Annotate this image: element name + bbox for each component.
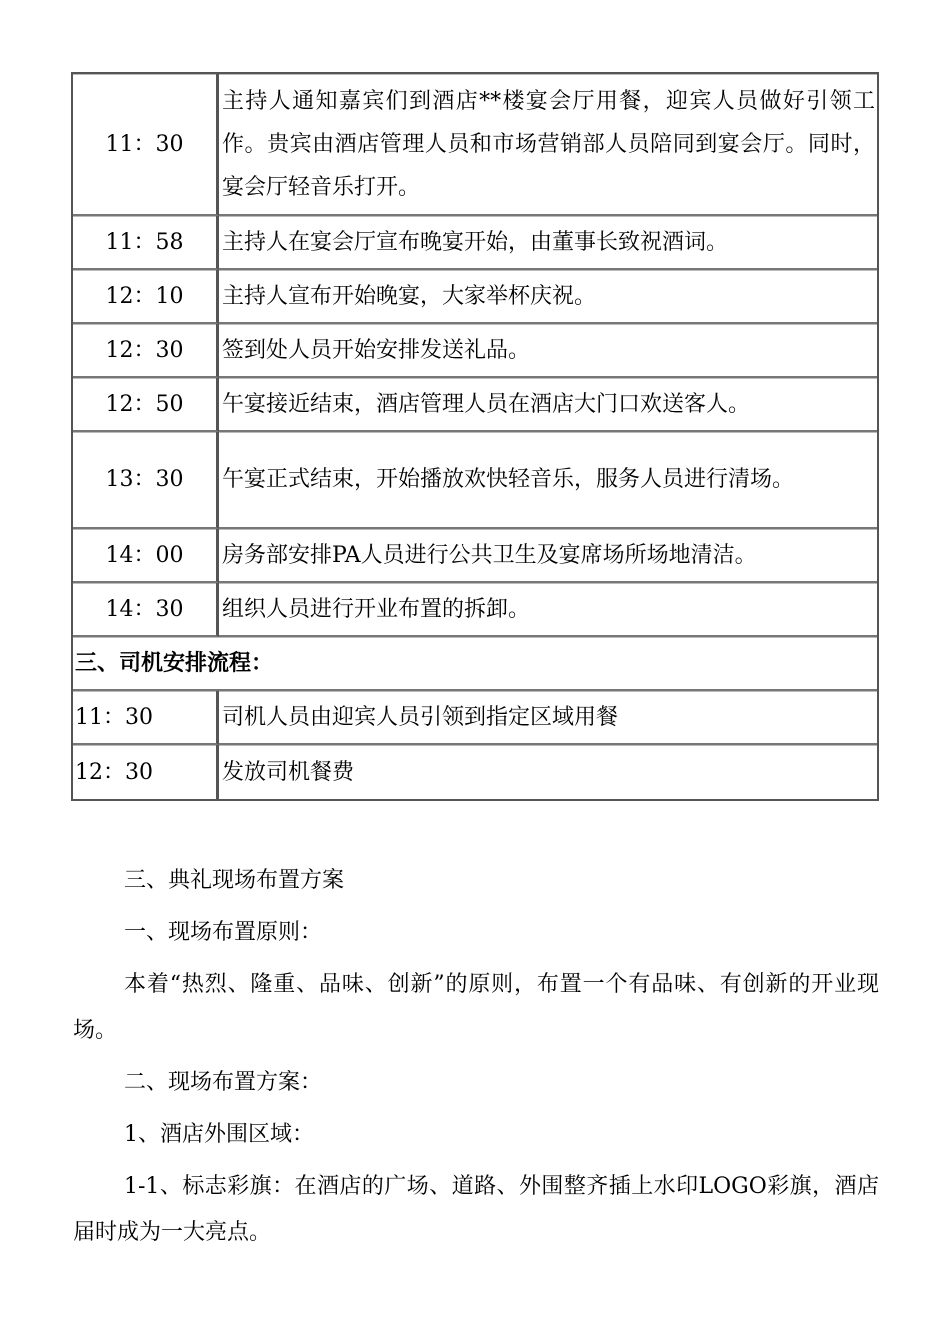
table-row xyxy=(73,745,877,799)
time-cell: 12：50 xyxy=(73,378,219,432)
time-cell: 12：30 xyxy=(73,324,219,378)
section-row xyxy=(73,637,877,691)
time-cell: 11：30 xyxy=(73,691,219,745)
table-row xyxy=(73,529,877,583)
time-cell: 13：30 xyxy=(73,432,219,529)
description-cell: 午宴接近结束，酒店管理人员在酒店大门口欢送客人。 xyxy=(219,378,877,432)
body-text xyxy=(73,858,879,1262)
section-title: 三、司机安排流程： xyxy=(73,637,877,691)
table-row xyxy=(73,691,877,745)
description-cell: 组织人员进行开业布置的拆卸。 xyxy=(219,583,877,637)
table-row xyxy=(73,432,877,529)
paragraph-flags: 1-1、标志彩旗：在酒店的广场、道路、外围整齐插上水印LOGO彩旗，酒店届时成为一大亮点。 xyxy=(73,1174,879,1245)
description-cell: 主持人通知嘉宾们到酒店**楼宴会厅用餐，迎宾人员做好引领工作。贵宾由酒店管理人员和市场营销部人员陪同到宴会厅。同时，宴会厅轻音乐打开。 xyxy=(219,74,877,216)
time-cell: 12：30 xyxy=(73,745,219,799)
paragraph-principles: 本着“热烈、隆重、品味、创新”的原则，布置一个有品味、有创新的开业现场。 xyxy=(73,972,879,1043)
table-row xyxy=(73,324,877,378)
time-cell: 11：58 xyxy=(73,216,219,270)
time-cell: 14：30 xyxy=(73,583,219,637)
subheading-principles: 一、现场布置原则： xyxy=(124,920,323,945)
description-cell: 房务部安排PA人员进行公共卫生及宴席场所场地清洁。 xyxy=(219,529,877,583)
table-row xyxy=(73,216,877,270)
description-cell: 主持人在宴会厅宣布晚宴开始，由董事长致祝酒词。 xyxy=(219,216,877,270)
time-cell: 12：10 xyxy=(73,270,219,324)
description-cell: 司机人员由迎宾人员引领到指定区域用餐 xyxy=(219,691,877,745)
schedule-table xyxy=(71,72,879,801)
time-cell: 11：30 xyxy=(73,74,219,216)
subheading-exterior: 1、酒店外围区域： xyxy=(124,1122,314,1147)
subheading-plan: 二、现场布置方案： xyxy=(124,1070,323,1095)
description-cell: 主持人宣布开始晚宴，大家举杯庆祝。 xyxy=(219,270,877,324)
section-heading: 三、典礼现场布置方案 xyxy=(124,868,345,893)
description-cell: 午宴正式结束，开始播放欢快轻音乐，服务人员进行清场。 xyxy=(219,432,877,529)
table-row xyxy=(73,583,877,637)
table-row xyxy=(73,378,877,432)
table-row xyxy=(73,74,877,216)
time-cell: 14：00 xyxy=(73,529,219,583)
description-cell: 发放司机餐费 xyxy=(219,745,877,799)
table-row xyxy=(73,270,877,324)
description-cell: 签到处人员开始安排发送礼品。 xyxy=(219,324,877,378)
